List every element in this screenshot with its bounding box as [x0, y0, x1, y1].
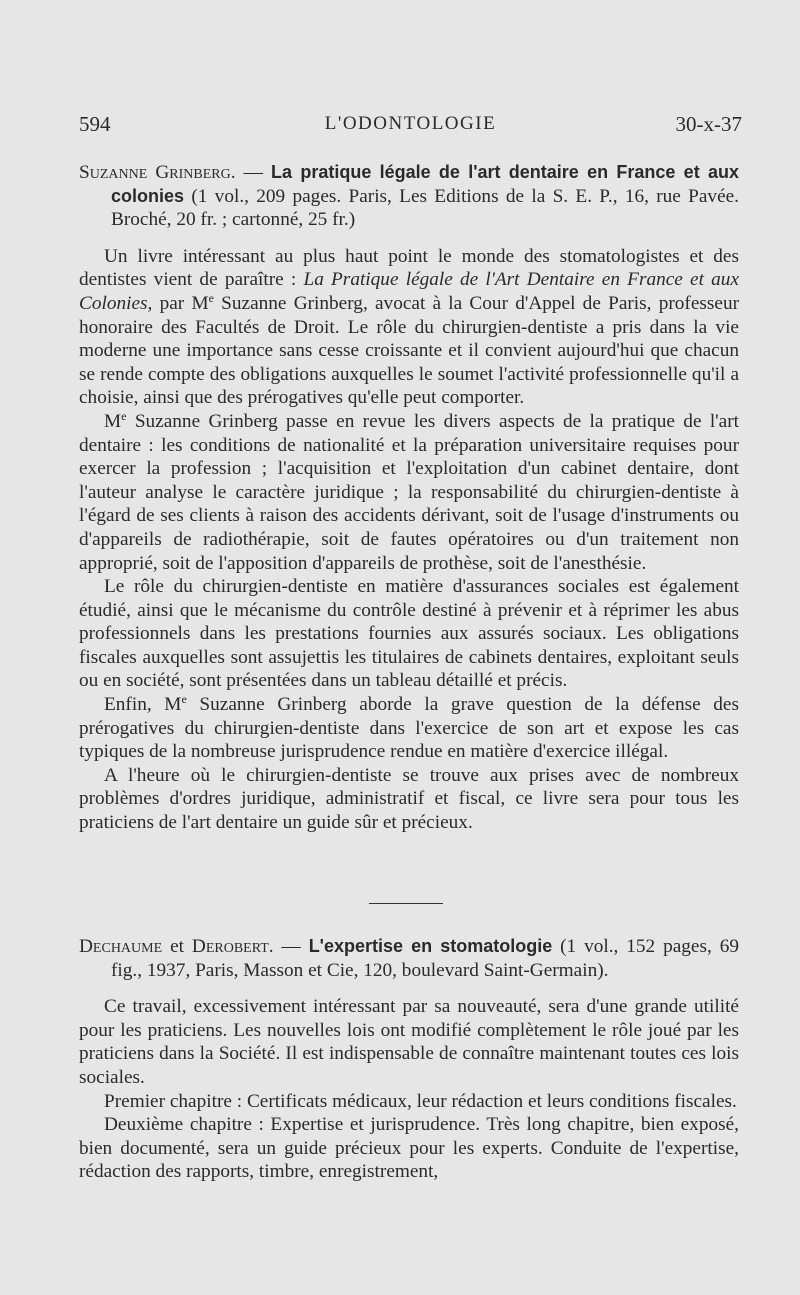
- paragraph: Le rôle du chirurgien-dentiste en matière d'assurances sociales est également étudié, ainsi que le mécanisme du contrôle destiné à prévenir et à réprimer les abus professionnels dans les prestations fournies aux assurés sociaux. Les obligations fiscales auxquelles sont assujettis les titulaires de cabinets dentaires, exploitant seuls ou en société, sont présentées dans un tableau détaillé et précis.: [79, 576, 739, 692]
- paragraph: Me Suzanne Grinberg passe en revue les divers aspects de la pratique de l'art dentaire : les conditions de nationalité et la préparation universitaire requises pour exercer la profession ; l'acquisition et l'exploitation d'un cabinet dentaire, dont l'auteur analyse le caractère juridique ; la responsabilité du chirurgien-dentiste à l'égard de ses clients à raison des accidents dérivant, soit de l'usage d'instruments ou d'appareils de radiothérapie, soit de fautes opératoires ou d'un traitement non approprié, soit de l'apposition d'appareils de prothèse, soit de l'anesthésie.: [79, 408, 739, 574]
- review-grinberg: [79, 161, 739, 835]
- paragraph: Ce travail, excessivement intéressant par sa nouveauté, sera d'une grande utilité pour les praticiens. Les nouvelles lois ont modifié complètement le rôle joué par les praticiens dans la Société. Il est indispensable de connaître maintenant toutes ces lois sociales.: [79, 996, 739, 1088]
- author-name: Suzanne Grinberg.: [79, 162, 236, 183]
- paragraph: Premier chapitre : Certificats médicaux, leur rédaction et leurs conditions fiscales.: [104, 1090, 737, 1112]
- paragraph: Enfin, Me Suzanne Grinberg aborde la grave question de la défense des prérogatives du chirurgien-dentiste dans l'exercice de son art et expose les cas typiques de la nombreuse jurisprudence rendue en matière d'exercice illégal.: [79, 692, 739, 763]
- journal-title: L'ODONTOLOGIE: [324, 113, 497, 134]
- book-details: (1 vol., 152 pages, 69 fig., 1937, Paris, Masson et Cie, 120, boulevard Saint-Germain).: [111, 936, 740, 981]
- book-details: (1 vol., 209 pages. Paris, Les Editions de la S. E. P., 16, rue Pavée. Broché, 20 fr. ; cartonné, 25 fr.): [111, 185, 739, 231]
- running-header: [79, 112, 742, 142]
- review-dechaume-derobert: [79, 935, 739, 1184]
- paragraph: Un livre intéressant au plus haut point le monde des stomatologistes et des dentistes vient de paraître : La Pratique légale de l'Art Dentaire en France et aux Colonies, par Me Suzanne Grinberg, avocat à la Cour d'Appel de Paris, professeur honoraire des Facultés de Droit. Le rôle du chirurgien-dentiste a pris dans la vie moderne une importance sans cesse croissante et il convient aujourd'hui que chacun se rende compte des obligations auxquelles le soumet l'activité professionnelle qu'il a choisie, ainsi que des prérogatives qu'elle peut comporter.: [79, 245, 740, 409]
- bibliographic-reference: Dechaume et Derobert. — L'expertise en stomatologie (1 vol., 152 pages, 69 fig., 1937, Paris, Masson et Cie, 120, boulevard Saint-Germain).: [79, 936, 740, 981]
- dash: —: [273, 936, 309, 957]
- bibliographic-reference: [79, 161, 739, 232]
- paragraph: Deuxième chapitre : Expertise et jurisprudence. Très long chapitre, bien exposé, bien documenté, sera un guide précieux pour les experts. Conduite de l'expertise, rédaction des rapports, timbre, enregistrement,: [79, 1114, 739, 1183]
- paragraph: A l'heure où le chirurgien-dentiste se trouve aux prises avec de nombreux problèmes d'ordres juridique, administratif et fiscal, ce livre sera pour tous les praticiens de l'art dentaire un guide sûr et précieux.: [79, 764, 739, 834]
- author-name: Dechaume: [79, 936, 163, 957]
- book-title: L'expertise en stomatologie: [308, 936, 553, 956]
- issue-date: 30-x-37: [675, 112, 742, 136]
- section-divider: [369, 903, 443, 904]
- book-title-italic: La Pratique légale de l'Art Dentaire en France et aux Colonies,: [79, 269, 739, 314]
- page-number: 594: [79, 112, 111, 136]
- book-title: La pratique légale de l'art dentaire en France et aux colonies: [111, 162, 739, 206]
- author-name: Derobert.: [191, 936, 274, 957]
- dash: —: [235, 162, 272, 183]
